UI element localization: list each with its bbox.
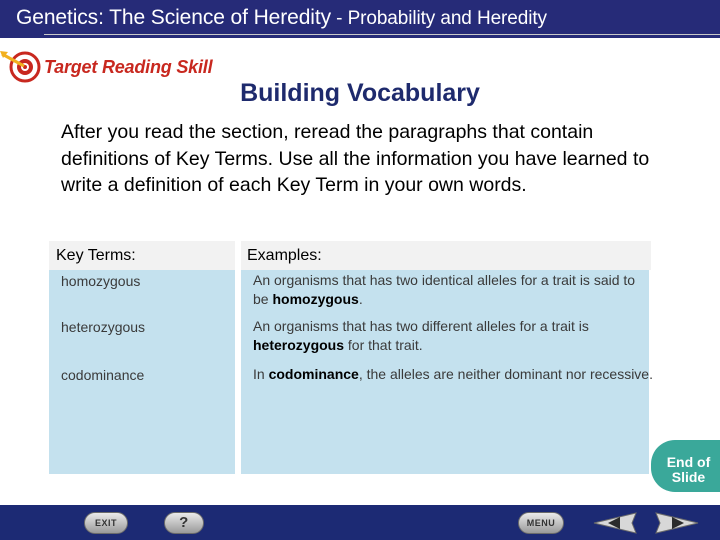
table-row-term: heterozygous [61, 319, 146, 335]
title-separator: - [330, 8, 348, 29]
title-bar [0, 0, 720, 38]
end-of-slide-line2: Slide [671, 469, 706, 485]
end-of-slide-button[interactable] [651, 440, 720, 492]
vocabulary-table [48, 240, 653, 475]
example-text: An organisms that has two different alleles for a trait is [253, 318, 589, 334]
help-button[interactable]: ? [164, 512, 204, 534]
section-heading [0, 79, 720, 108]
table-row-example [253, 365, 653, 384]
skill-label: Target Reading Skill [44, 57, 213, 77]
example-key-term: homozygous [272, 291, 359, 307]
example-text: An organisms that has two identical alleles for a trait is said to be [253, 272, 636, 307]
exit-button[interactable]: EXIT [84, 512, 128, 534]
example-text: for that trait. [344, 337, 423, 353]
next-arrow-icon[interactable] [654, 512, 700, 534]
table-row-example [253, 317, 653, 355]
example-text: In [253, 366, 269, 382]
table-row-term: homozygous [61, 273, 141, 289]
heading-text: Building Vocabulary [240, 79, 480, 107]
example-key-term: codominance [268, 366, 359, 382]
end-of-slide-line1: End of [666, 454, 711, 470]
table-row-example [253, 271, 653, 309]
title-main: Genetics: The Science of Heredity [16, 6, 331, 29]
title-sub: Probability and Heredity [347, 8, 547, 29]
example-text: , the alleles are neither dominant nor recessive. [358, 366, 653, 382]
menu-button[interactable]: MENU [518, 512, 564, 534]
table-row-term: codominance [61, 367, 145, 383]
slide-title [16, 6, 547, 30]
previous-arrow-icon[interactable] [592, 512, 638, 534]
intro-paragraph: After you read the section, reread the paragraphs that contain definitions of Key Terms. Use all the information you have learned to write a definition of each Key Term in your own words. [61, 121, 650, 196]
table-header [49, 241, 651, 270]
key-terms-header: Key Terms: [56, 247, 136, 264]
example-text: . [358, 291, 363, 307]
title-rule [44, 34, 720, 35]
examples-header: Examples: [247, 247, 322, 264]
example-key-term: heterozygous [253, 337, 345, 353]
column-divider [235, 241, 241, 474]
